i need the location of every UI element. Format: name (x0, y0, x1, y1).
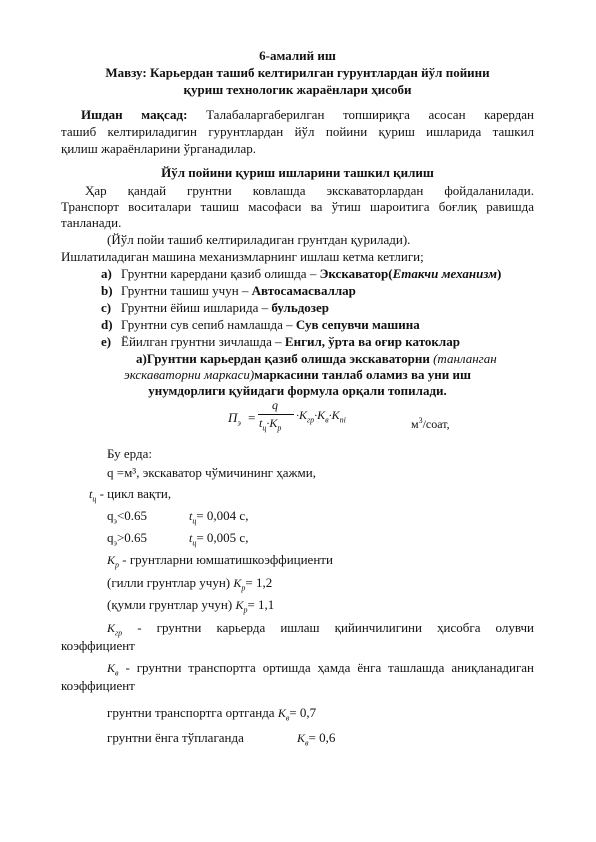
subsection-line-2 (61, 367, 534, 383)
section-p1-line2: Транспорт воситалари ташиш масофаси ва ўтиш шароитига боғлиқ равишда (61, 199, 534, 214)
list-bold: Енгил, ўрта ва оғир катоклар (284, 334, 460, 349)
def-kgr-line2: коэффициент (61, 638, 135, 653)
subsection-heading: а)Грунтни карьердан қазиб олишда экскаваторни (136, 351, 434, 366)
list-item (101, 317, 420, 333)
list-text: Грунтни ташиш учун – (121, 283, 252, 298)
goal-line-2: ташиб келтириладигин гурунтлардан йўл пойини қуриш ишларида ташкил (61, 124, 534, 139)
topic-line-2: қуриш технологик жараёнлари ҳисоби (183, 82, 412, 97)
cycle-row-2: $q_э>0.65$ (107, 530, 148, 548)
def-kgr-line1: $K_{гр}$ - грунтни карьерда ишлаш қийинчилигини ҳисобга олувчи (107, 620, 535, 638)
section-p1-line3: танланади. (61, 215, 122, 230)
list-tail: ) (497, 266, 502, 281)
def-q: q =м³, экскаватор чўмичининг ҳажми, (107, 465, 316, 480)
list-bold: бульдозер (271, 300, 329, 315)
def-kp: $K_р$ - грунтларни юмшатишкоэффициенти (107, 552, 333, 570)
formula-denominator: $t_ц\cdot K_р$ (259, 416, 282, 433)
kv-side: грунтни ёнга тўплаганда (107, 730, 244, 745)
cycle-row-2-value: $t_ц= 0,005$ с, (189, 530, 249, 548)
list-marker: d) (101, 317, 113, 332)
subsection-italic: (танланган (433, 351, 497, 366)
list-text: Грунтни карердани қазиб олишда – (121, 266, 320, 281)
list-text: Грунтни ёйиш ишларида – (121, 300, 272, 315)
def-cycle-time: $t_ц$ - цикл вақти, (89, 486, 172, 504)
list-bold: Автосамасваллар (251, 283, 356, 298)
topic-line-1: Мавзу: Карьердан ташиб келтирилган гурунтлардан йўл пойини (105, 65, 490, 80)
cycle-row-1: $q_э<0.65$ (107, 508, 148, 526)
section-p1-line1: Ҳар қандай грунтни ковлашда экскаваторлардан фойдаланилади. (85, 183, 534, 198)
list-item (101, 300, 329, 316)
list-bold: Сув сепувчи машина (295, 317, 420, 332)
cycle-row-1-value: $t_ц= 0,004$ с, (189, 508, 249, 526)
practice-title: 6-амалий иш (259, 48, 336, 63)
subsection-bold-2: маркасини танлаб оламиз ва уни иш (254, 367, 471, 382)
kp-clay: (гилли грунтлар учун) $K_р= 1,2$ (107, 575, 273, 593)
goal-line-1 (61, 107, 534, 123)
list-marker: c) (101, 300, 112, 315)
defs-intro: Бу ерда: (107, 446, 152, 461)
productivity-formula: $П_э$ = q $t_ц\cdot K_р$ $\cdot K_{гр}\cdot K_в\cdot K_{пі}$ $м^3$/соат, (228, 398, 450, 433)
list-bold-italic: Етакчи механизм (392, 266, 498, 281)
list-marker: b) (101, 283, 113, 298)
goal-text-1: Талабаларгаберилган топшириқга асосан карердан (206, 107, 535, 122)
def-kv-line1: $K_в$ - грунтни транспортга ортишда ҳамда ёнга ташлашда аниқланадиган (107, 660, 534, 678)
formula-units: $м^3$/соат, (411, 416, 450, 431)
list-item (101, 266, 501, 282)
def-kv-line2: коэффициент (61, 678, 135, 693)
formula-numerator: q (272, 398, 278, 412)
list-text: Ёйилган грунтни зичлашда – (121, 334, 285, 349)
subsection-italic-2: экскаваторни маркаси) (124, 367, 255, 382)
list-item (101, 334, 460, 350)
section-p3: Ишлатиладиган машина механизмларнинг ишлаш кетма кетлиги; (61, 249, 424, 264)
subsection-line-1 (136, 351, 497, 367)
fraction-bar (258, 414, 294, 415)
section-title: Йўл пойини қуриш ишларини ташкил қилиш (161, 165, 434, 180)
goal-line-3: қилиш жараёнларини ўрганадилар. (61, 141, 257, 156)
goal-label: Ишдан мақсад: (81, 107, 188, 122)
list-marker: a) (101, 266, 112, 281)
list-bold: Экскаватор( (319, 266, 393, 281)
kv-load: грунтни транспортга ортганда $K_в= 0,7$ (107, 705, 317, 723)
list-item (101, 283, 356, 299)
list-marker: e) (101, 334, 112, 349)
subsection-line-3: унумдорлиги қуйидаги формула орқали топилади. (148, 383, 447, 398)
list-text: Грунтни сув сепиб намлашда – (121, 317, 296, 332)
kp-sand: (қумли грунтлар учун) $K_р= 1,1$ (107, 597, 275, 615)
section-p2: (Йўл пойи ташиб келтириладиган грунтдан қурилади). (107, 232, 411, 247)
kv-side-value: $K_в= 0,6$ (297, 730, 336, 748)
